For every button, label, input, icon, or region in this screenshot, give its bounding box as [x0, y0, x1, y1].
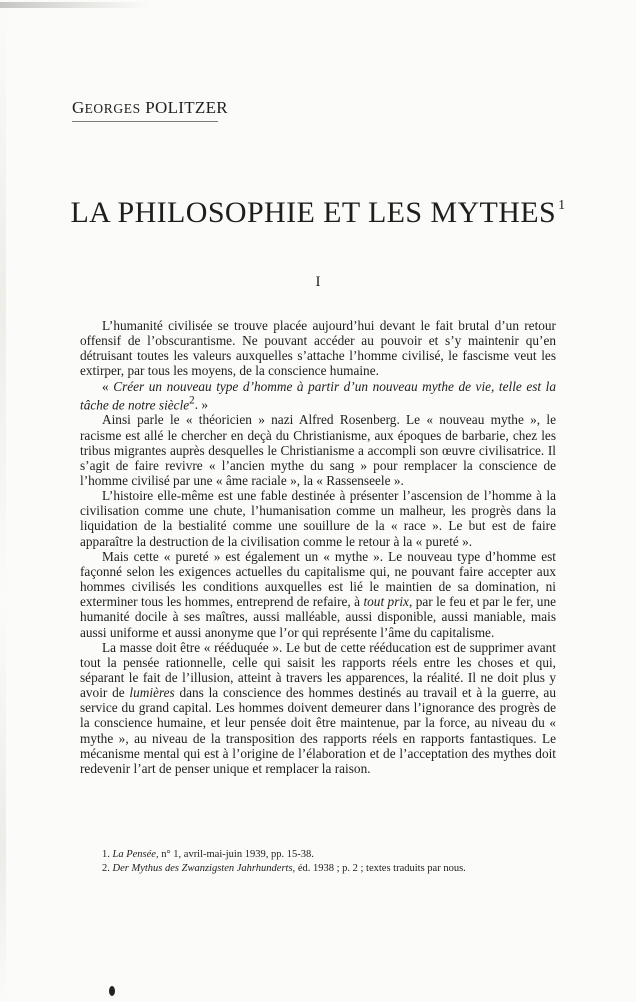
author-underline — [72, 121, 218, 122]
footnote-source: La Pensée, — [112, 849, 159, 860]
scan-edge-artifact — [0, 2, 150, 8]
footnote-source: Der Mythus des Zwanzigsten Jahrhunderts, — [112, 863, 296, 874]
author-initial: G — [72, 98, 85, 117]
paragraph: L’humanité civilisée se trouve placée aujourd’hui devant le fait brutal d’un retour offensif de l’obscurantisme. Ne pouvant accéder au pouvoir et s’y maintenir qu’en détruisant toutes les valeurs auxquelles s’attache l’homme civilisé, le fascisme veut les extirper, par tous les moyens, de la conscience humaine. — [80, 318, 556, 379]
paragraph: La masse doit être « rééduquée ». Le but de cette rééducation est de supprimer avant tout la pensée rationnelle, celle qui saisit les rapports réels entre les choses et qui, séparant le fait de l’illusion, atteint à travers les apparences, la réalité. Il ne doit plus y avoir de lumières dans la conscience des hommes destinés au travail et à la guerre, au service du grand capital. Les hommes doivent demeurer dans l’ignorance des progrès de la conscience humaine, et leur pensée doit être maintenue, par la force, au niveau du « mythe », au niveau de la transposition des rapports réels en rapports fantastiques. Le mécanisme mental qui est à l’origine de l’élaboration et de l’acceptation des mythes doit redevenir l’art de penser unique et remplacer la raison. — [80, 639, 556, 776]
paragraph-quote — [80, 379, 556, 413]
author-last: POLITZER — [145, 98, 228, 117]
article-title-text: LA PHILOSOPHIE ET LES MYTHES — [70, 196, 557, 229]
scan-margin-artifact — [0, 0, 6, 1002]
quote-close: $^2$. » — [189, 394, 209, 413]
paragraph-text: , par le feu et par le fer, une humanité docile à ses maîtres, aussi malléable, aussi disponible, aussi maniable, mais aussi uniforme et aussi anonyme que l’or qui représente l’âme du capitalisme. — [80, 594, 556, 640]
paragraph: L’histoire elle-même est une fable destinée à présenter l’ascension de l’homme à la civilisation comme une chute, l’humanisation comme un malheur, les progrès dans la liquidation de la bestialité comme une souillure de la « race ». Le but est de faire apparaître la destruction de la civilisation comme le retour à la « pureté ». — [80, 488, 556, 549]
article-title — [0, 196, 636, 230]
quote-open: « — [102, 378, 114, 394]
paragraph: Ainsi parle le « théoricien » nazi Alfred Rosenberg. Le « nouveau mythe », le racisme est allé le chercher en deçà du Christianisme, aux époques de barbarie, chez les tribus migrantes auprès desquelles le Christianisme a accompli son œuvre civilisatrice. Il s’agit de faire revivre « l’ancien mythe du sang » pour remplacer la conscience de l’homme civilisé par une « âme raciale », la « Rassenseele ». — [80, 412, 556, 488]
italic-phrase: tout prix — [363, 594, 409, 610]
italic-phrase: lumières — [129, 685, 175, 701]
footnote-number: 2. — [102, 863, 110, 874]
section-number: I — [315, 274, 321, 290]
footnote-2 — [102, 862, 558, 876]
paragraph-text: dans la conscience des hommes destinés au travail et à la guerre, au service du grand capital. Les hommes doivent demeurer dans l’ignorance des progrès de la conscience humaine, et leur pensée doit être maintenue, par la force, au niveau du « mythe », au niveau de la transposition des rapports réels en rapports fantastiques. Le mécanisme mental qui est à l’origine de l’élaboration et de l’acceptation des mythes doit redevenir l’art de penser unique et remplacer la raison. — [80, 685, 556, 776]
author-first-rest: EORGES — [84, 101, 141, 116]
footnote-1 — [102, 848, 558, 862]
author-name — [72, 98, 228, 118]
article-body — [80, 318, 556, 776]
footnote-number: 1. — [102, 849, 110, 860]
title-note-ref: 1 — [558, 198, 566, 213]
quote-italic: Créer un nouveau type d’homme à partir d’un nouveau mythe de vie, telle est la tâche de notre siècle — [80, 378, 556, 413]
footnote-details: éd. 1938 ; p. 2 ; textes traduits par nous. — [295, 863, 466, 874]
ink-speck — [109, 986, 115, 996]
footnote-details: n° 1, avril-mai-juin 1939, pp. 15-38. — [158, 849, 314, 860]
footnotes — [102, 848, 558, 876]
paragraph: Mais cette « pureté » est également un « mythe ». Le nouveau type d’homme est façonné selon les exigences actuelles du capitalisme qui, ne pouvant faire accepter aux hommes civilisés les conditions auxquelles est lié le maintien de sa domination, ni exterminer tous les hommes, entreprend de refaire, à tout prix, par le feu et par le fer, une humanité docile à ses maîtres, aussi malléable, aussi disponible, aussi maniable, mais aussi uniforme et aussi anonyme que l’or qui représente l’âme du capitalisme. — [80, 548, 556, 640]
